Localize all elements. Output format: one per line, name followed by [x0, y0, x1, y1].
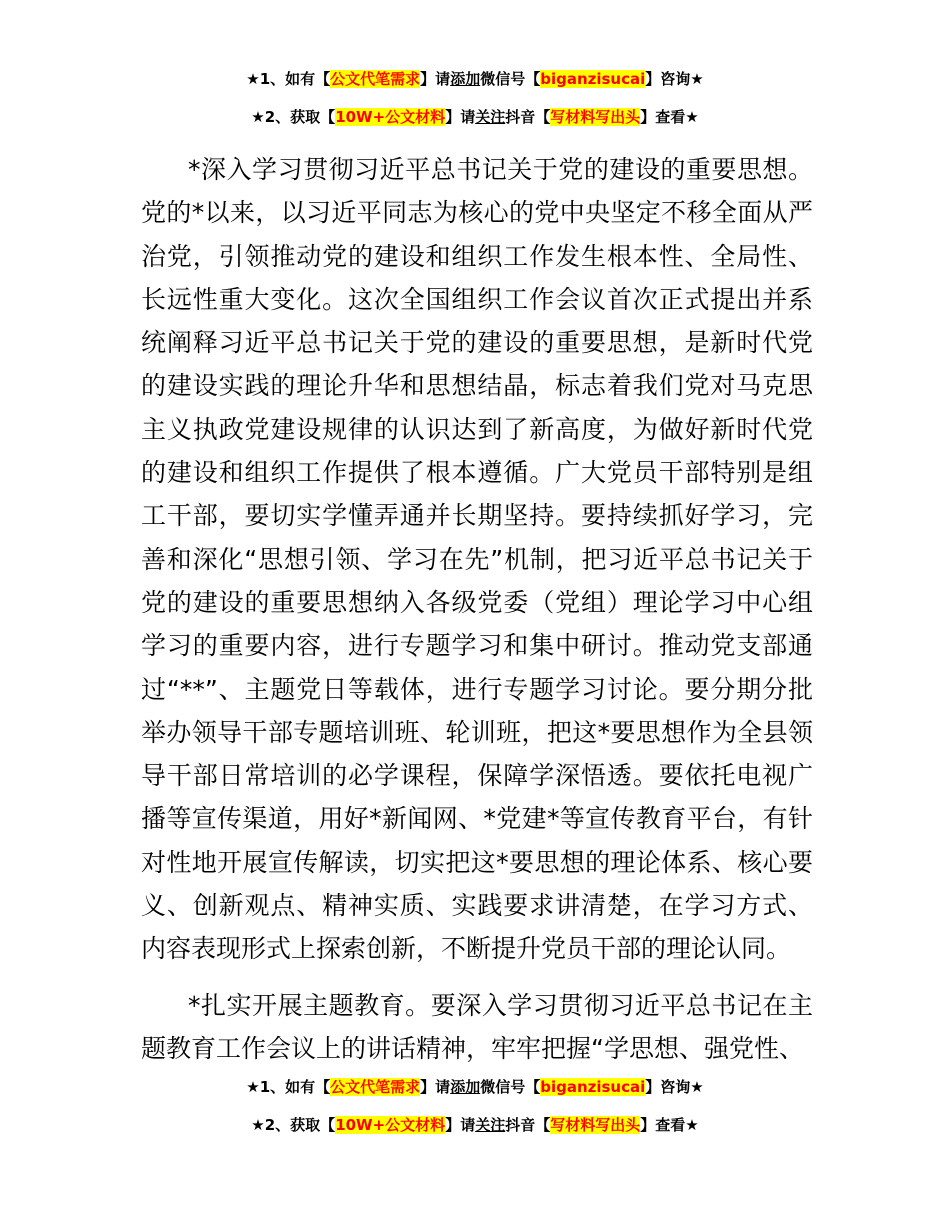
banner-highlight: biganzisucai — [540, 1078, 646, 1096]
banner-text: 微信号【 — [480, 1078, 541, 1096]
banner-text: 】咨询★ — [645, 70, 704, 88]
header-banner-line-2 — [0, 106, 950, 128]
banner-highlight: 10W+公文材料 — [335, 1116, 446, 1134]
banner-text: 微信号【 — [480, 70, 541, 88]
banner-text: 】查看★ — [640, 108, 699, 126]
banner-underline: 关注 — [475, 108, 506, 126]
banner-text: 抖音【 — [505, 108, 551, 126]
banner-highlight: 写材料写出头 — [550, 108, 641, 126]
paragraph-2: *扎实开展主题教育。要深入学习贯彻习近平总书记在主题教育工作会议上的讲话精神，牢牢把握“学思想、强党性、 — [141, 990, 813, 1063]
banner-text: 】请 — [420, 70, 451, 88]
banner-text: 】查看★ — [640, 1116, 699, 1134]
banner-text: 抖音【 — [505, 1116, 551, 1134]
banner-highlight: 10W+公文材料 — [335, 108, 446, 126]
banner-underline: 添加 — [450, 70, 481, 88]
footer-banner-line-1 — [0, 1076, 950, 1098]
banner-underline: 添加 — [450, 1078, 481, 1096]
banner-text: 】咨询★ — [645, 1078, 704, 1096]
banner-text: ★1、如有【 — [246, 70, 331, 88]
banner-text: 】请 — [445, 1116, 476, 1134]
banner-text: ★2、获取【 — [251, 1116, 336, 1134]
banner-text: ★1、如有【 — [246, 1078, 331, 1096]
header-banner-line-1 — [0, 68, 950, 90]
footer-banner-line-2 — [0, 1114, 950, 1136]
banner-highlight: biganzisucai — [540, 70, 646, 88]
banner-highlight: 公文代笔需求 — [330, 70, 421, 88]
banner-highlight: 公文代笔需求 — [330, 1078, 421, 1096]
banner-text: 】请 — [445, 108, 476, 126]
document-body — [141, 148, 813, 1070]
banner-text: 】请 — [420, 1078, 451, 1096]
banner-text: ★2、获取【 — [251, 108, 336, 126]
banner-highlight: 写材料写出头 — [550, 1116, 641, 1134]
paragraph-1: *深入学习贯彻习近平总书记关于党的建设的重要思想。党的*以来，以习近平同志为核心的党中央坚定不移全面从严治党，引领推动党的建设和组织工作发生根本性、全局性、长远性重大变化。这次全国组织工作会议首次正式提出并系统阐释习近平总书记关于党的建设的重要思想，是新时代党的建设实践的理论升华和思想结晶，标志着我们党对马克思主义执政党建设规律的认识达到了新高度，为做好新时代党的建设和组织工作提供了根本遵循。广大党员干部特别是组工干部，要切实学懂弄通并长期坚持。要持续抓好学习，完善和深化“思想引领、学习在先”机制，把习近平总书记关于党的建设的重要思想纳入各级党委（党组）理论学习中心组学习的重要内容，进行专题学习和集中研讨。推动党支部通过“**”、主题党日等载体，进行专题学习讨论。要分期分批举办领导干部专题培训班、轮训班，把这*要思想作为全县领导干部日常培训的必学课程，保障学深悟透。要依托电视广播等宣传渠道，用好*新闻网、*党建*等宣传教育平台，有针对性地开展宣传解读，切实把这*要思想的理论体系、核心要义、创新观点、精神实质、实践要求讲清楚，在学习方式、内容表现形式上探索创新，不断提升党员干部的理论认同。 — [141, 155, 813, 964]
banner-underline: 关注 — [475, 1116, 506, 1134]
